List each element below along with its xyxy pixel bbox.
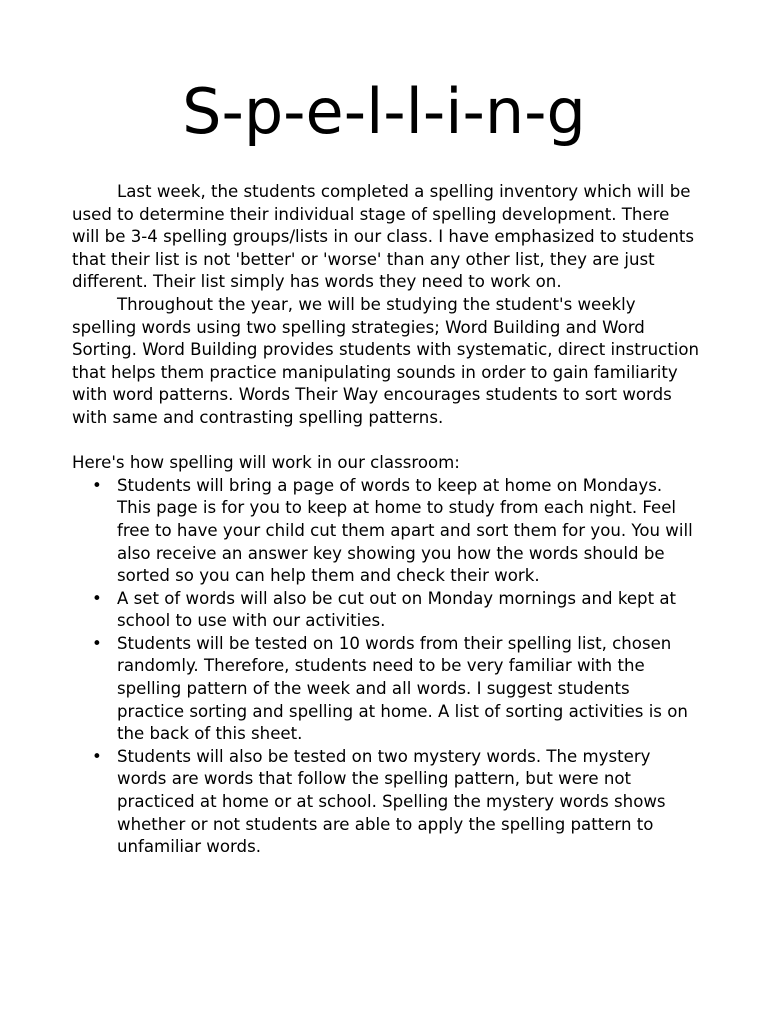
list-item-text: A set of words will also be cut out on Monday mornings and kept at school to use with our activities. [117,588,677,631]
paragraph-spelling-inventory: Last week, the students completed a spelling inventory which will be used to determine their individual stage of spelling development. There will be 3-4 spelling groups/lists in our class. I have emphasized to students that their list is not 'better' or 'worse' than any other list, they are just different. Their list simply has words they need to work on. [72,182,694,292]
list-item-text: Students will be tested on 10 words from their spelling list, chosen randomly. Therefore, students need to be very familiar with the spelling pattern of the week and all words. I suggest students practice sorting and spelling at home. A list of sorting activities is on the back of this sheet. [117,633,688,744]
document-body [72,181,700,859]
list-item [72,746,700,859]
bullet-list [72,475,700,859]
page-title: S-p-e-l-l-i-n-g [182,75,586,148]
paragraph-gap [72,430,700,453]
paragraph-spelling-strategies: Throughout the year, we will be studying the student's weekly spelling words using two spelling strategies; Word Building and Word Sorting. Word Building provides students with systematic, direct instruction that helps them practice manipulating sounds in order to gain familiarity with word patterns. Words Their Way encourages students to sort words with same and contrasting spelling patterns. [72,294,699,427]
bullet-list-intro: Here's how spelling will work in our classroom: [72,453,460,473]
bullet-marker: • [92,475,102,495]
bullet-marker: • [92,746,102,766]
list-item [72,588,700,633]
list-item-text: Students will also be tested on two mystery words. The mystery words are words that follow the spelling pattern, but were not practiced at home or at school. Spelling the mystery words shows whether or not students are able to apply the spelling pattern to unfamiliar words. [117,746,666,857]
list-item [72,633,700,746]
bullet-marker: • [92,633,102,653]
bullet-marker: • [92,588,102,608]
list-item [72,475,700,588]
list-item-text: Students will bring a page of words to keep at home on Mondays. This page is for you to keep at home to study from each night. Feel free to have your child cut them apart and sort them for you. You will also receive an answer key showing you how the words should be sorted so you can help them and check their work. [117,475,693,586]
